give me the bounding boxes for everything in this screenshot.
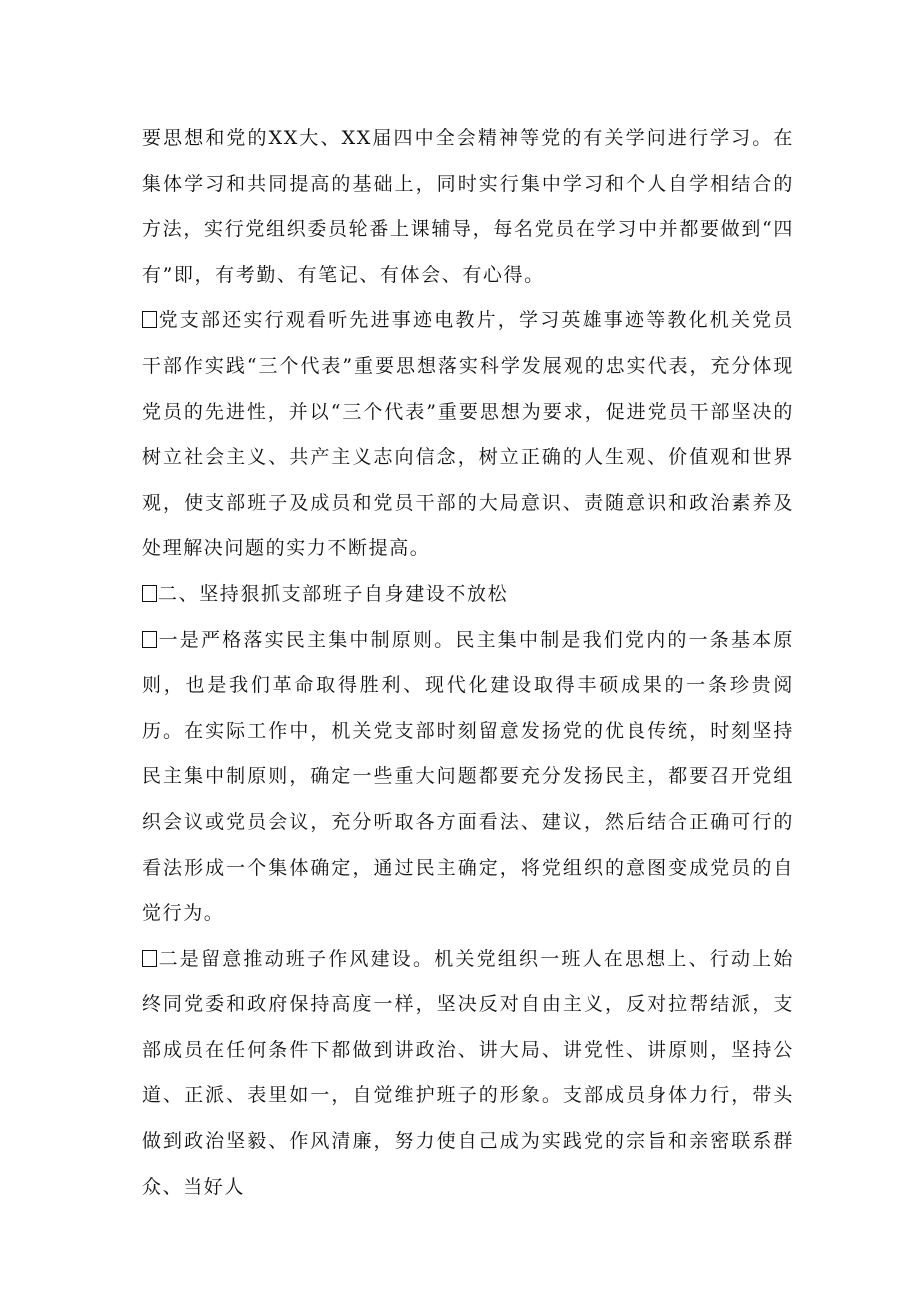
paragraph-text: 一是严格落实民主集中制原则。民主集中制是我们党内的一条基本原则，也是我们革命取得胜利、现代化建设取得丰硕成果的一条珍贵阅历。在实际工作中，机关党支部时刻留意发扬党的优良传统，时刻坚持民主集中制原则，确定一些重大问题都要充分发扬民主，都要召开党组织会议或党员会议，充分听取各方面看法、建议，然后结合正确可行的看法形成一个集体确定，通过民主确定，将党组织的意图变成党员的自觉行为。	[142, 628, 794, 925]
section-heading-team-building	[142, 572, 794, 618]
checkbox-glyph-icon	[142, 585, 157, 602]
section-heading-text: 二、坚持狠抓支部班子自身建设不放松	[158, 582, 509, 605]
paragraph-education-films	[142, 298, 794, 572]
document-body	[142, 116, 794, 1210]
paragraph-work-style	[142, 937, 794, 1211]
paragraph-text: 二是留意推动班子作风建设。机关党组织一班人在思想上、行动上始终同党委和政府保持高度一样，坚决反对自由主义，反对拉帮结派，支部成员在任何条件下都做到讲政治、讲大局、讲党性、讲原则，坚持公道、正派、表里如一，自觉维护班子的形象。支部成员身体力行，带头做到政治坚毅、作风清廉，努力使自己成为实践党的宗旨和亲密联系群众、当好人	[142, 947, 794, 1198]
checkbox-glyph-icon	[142, 631, 157, 648]
paragraph-study-methods	[142, 116, 794, 298]
checkbox-glyph-icon	[142, 950, 157, 967]
checkbox-glyph-icon	[142, 311, 157, 328]
paragraph-text: 党支部还实行观看听先进事迹电教片，学习英雄事迹等教化机关党员干部作实践“三个代表”重要思想落实科学发展观的忠实代表，充分体现党员的先进性，并以“三个代表”重要思想为要求，促进党员干部坚决的树立社会主义、共产主义志向信念，树立正确的人生观、价值观和世界观，使支部班子及成员和党员干部的大局意识、责随意识和政治素养及处理解决问题的实力不断提高。	[142, 309, 794, 560]
paragraph-text: 要思想和党的XX大、XX届四中全会精神等党的有关学问进行学习。在集体学习和共同提高的基础上，同时实行集中学习和个人自学相结合的方法，实行党组织委员轮番上课辅导，每名党员在学习中并都要做到“四有”即，有考勤、有笔记、有体会、有心得。	[142, 127, 794, 286]
paragraph-democratic-centralism	[142, 618, 794, 937]
